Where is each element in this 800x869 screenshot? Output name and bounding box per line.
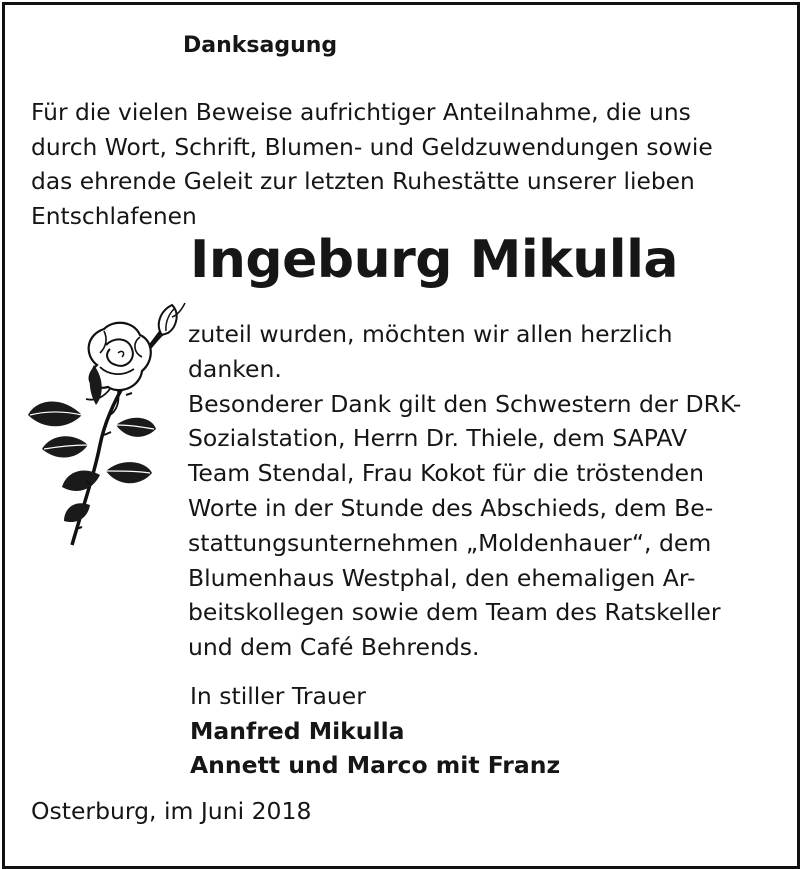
body-line: Besonderer Dank gilt den Schwestern der DRK- bbox=[188, 389, 742, 418]
mourner-name: Manfred Mikulla bbox=[190, 716, 405, 745]
intro-line: durch Wort, Schrift, Blumen- und Geldzuwendungen sowie bbox=[31, 132, 713, 161]
body-line: beitskollegen sowie dem Team des Ratskeller bbox=[188, 598, 721, 627]
intro-line: das ehrende Geleit zur letzten Ruhestätte unserer lieben bbox=[31, 167, 695, 195]
body-line: stattungsunternehmen „Moldenhauer“, dem bbox=[188, 528, 712, 557]
notice-heading: Danksagung bbox=[183, 33, 338, 58]
body-line: und dem Café Behrends. bbox=[188, 633, 480, 662]
intro-line: Für die vielen Beweise aufrichtiger Anteilnahme, die uns bbox=[31, 98, 691, 126]
body-line: zuteil wurden, möchten wir allen herzlich bbox=[188, 320, 673, 348]
mourner-name: Annett und Marco mit Franz bbox=[190, 751, 561, 779]
rose-illustration bbox=[22, 295, 192, 555]
body-line: Blumenhaus Westphal, den ehemaligen Ar- bbox=[188, 563, 696, 592]
body-line: Team Stendal, Frau Kokot für die tröstenden bbox=[188, 459, 705, 488]
signature-lead: In stiller Trauer bbox=[190, 682, 366, 710]
body-paragraph bbox=[188, 317, 766, 665]
place-date: Osterburg, im Juni 2018 bbox=[31, 797, 312, 825]
intro-line: Entschlafenen bbox=[31, 201, 197, 230]
signature-block bbox=[190, 679, 560, 783]
body-line: danken. bbox=[188, 354, 282, 383]
deceased-name: Ingeburg Mikulla bbox=[190, 230, 678, 290]
intro-paragraph bbox=[31, 95, 776, 233]
body-line: Sozialstation, Herrn Dr. Thiele, dem SAPAV bbox=[188, 424, 688, 453]
body-line: Worte in der Stunde des Abschieds, dem Be- bbox=[188, 493, 714, 522]
